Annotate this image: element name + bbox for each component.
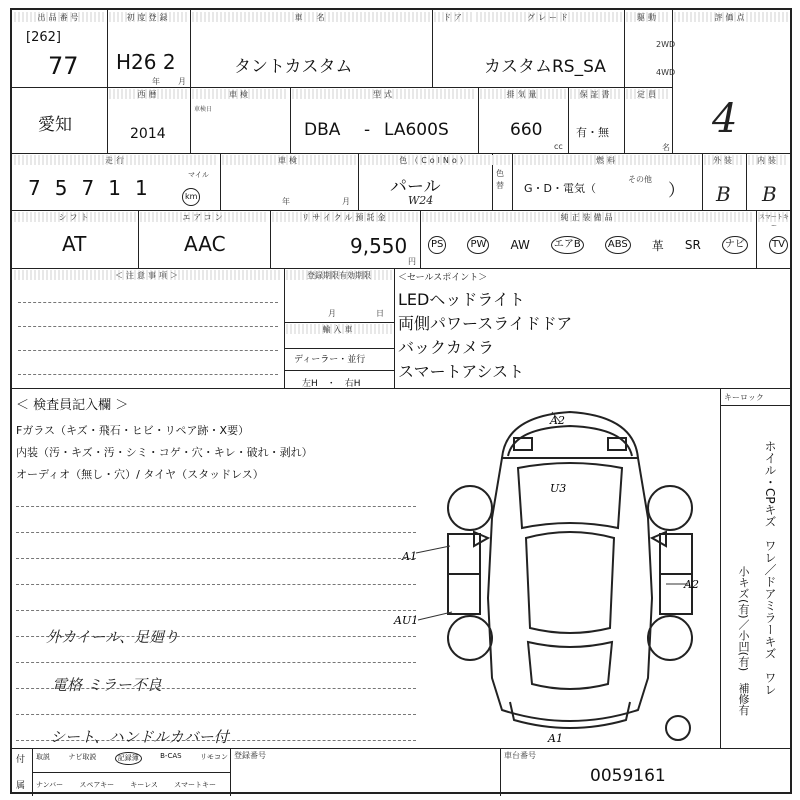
yen-unit: 円 <box>408 257 416 266</box>
inspection-note: 車検日 <box>194 106 213 113</box>
displacement: 660 <box>510 120 543 140</box>
drive-label: 駆動 <box>626 12 670 22</box>
car-name: タントカスタム <box>234 57 353 77</box>
equip-airbag: エアB <box>551 236 584 254</box>
accessory-item: リモコン <box>199 753 228 761</box>
equip-leather: 革 <box>651 238 664 253</box>
shift-label: シフト <box>14 212 136 222</box>
equip-navi: ナビ <box>722 236 748 254</box>
first-registration-label: 初度登録 <box>109 12 188 22</box>
equip-sr: SR <box>684 238 701 252</box>
region: 愛知 <box>38 115 72 135</box>
recycle-value: 9,550 <box>350 234 408 258</box>
handle-option: 左H ・ 右H <box>302 379 361 389</box>
side-small-note: 小キズ(有) <box>737 566 750 619</box>
mileage-digit: 7 <box>28 176 55 200</box>
interior-label: 内装 <box>748 155 788 165</box>
type-dash: - <box>364 120 371 140</box>
car-diagram <box>394 398 718 745</box>
type-model: LA600S <box>384 120 449 140</box>
handwritten-note-1: 外カイール、足廻り <box>46 628 180 646</box>
mileage-digit: 1 <box>108 176 135 200</box>
inspector-title: ＜ 検査員記入欄 ＞ <box>16 398 129 413</box>
lot-number: 77 <box>48 52 79 80</box>
ac-value: AAC <box>184 232 226 256</box>
fuel-value: G・D・電気（ <box>524 182 596 195</box>
equip-abs: ABS <box>605 236 631 254</box>
accessory-item: スペアキー <box>79 781 115 789</box>
recycle-label: リサイクル預託金 <box>272 212 418 222</box>
reg-expiry-label: 登録期限有効期限 <box>286 270 392 280</box>
smartkey-label: スマートキー <box>759 214 789 230</box>
accessory-item: 取説 <box>36 753 50 761</box>
chassis-number: 0059161 <box>590 766 666 786</box>
drive-4wd: 4WD <box>656 68 676 77</box>
footer-row-label-top: 付 <box>16 755 26 765</box>
year: 2014 <box>130 126 166 142</box>
displacement-label: 排気量 <box>480 89 566 99</box>
accessory-item: B-CAS <box>160 752 182 760</box>
year-label: 西暦 <box>109 89 188 99</box>
damage-mark: A1 <box>548 732 563 745</box>
equip-tv: TV <box>769 236 788 254</box>
accessory-list-top <box>36 752 228 765</box>
equip-ps: PS <box>428 236 446 254</box>
inspector-line: 内装（汚・キズ・汚・シミ・コゲ・穴・キレ・破れ・剥れ） <box>16 446 313 459</box>
accessory-item: スマートキー <box>174 781 216 789</box>
fuel-other: その他 <box>628 175 652 184</box>
color-change-label: 色替 <box>496 169 504 190</box>
inspector-line: Fガラス（キズ・飛石・ヒビ・リペア跡・X要） <box>16 424 250 437</box>
auction-sheet <box>10 8 792 794</box>
nen-unit: 年 <box>152 77 160 86</box>
chassis-label: 車台番号 <box>504 751 536 760</box>
color-label: 色（ColNo） <box>360 155 510 165</box>
sales-point: LEDヘッドライト <box>398 290 525 309</box>
color-value: パール <box>390 177 441 197</box>
accessory-list-bottom <box>36 780 216 790</box>
inspection-label: 車検 <box>192 89 288 99</box>
notes-label: ＜注意事項＞ <box>14 270 282 280</box>
capacity-label: 定員 <box>626 89 670 99</box>
damage-mark: A2 <box>550 414 565 427</box>
side-small-note: 小凹(有) <box>737 629 750 672</box>
car-name-label: 車 名 <box>192 12 430 22</box>
damage-mark: A1 <box>402 550 417 563</box>
mileage-digit: 1 <box>134 176 162 200</box>
equipment-list <box>428 236 788 254</box>
mileage-digit: 5 <box>54 176 82 200</box>
equip-aw: AW <box>510 238 530 252</box>
equip-label: 純正装備品 <box>422 212 754 222</box>
lot-number-label: 出品番号 <box>14 12 105 22</box>
score-label: 評価点 <box>674 12 788 22</box>
handwritten-note-2: 電格 ミラー不良 <box>52 676 162 694</box>
sales-label: ＜セールスポイント＞ <box>398 273 488 283</box>
mile-unit: マイル <box>188 171 209 179</box>
sales-point: バックカメラ <box>398 338 495 357</box>
shift-value: AT <box>62 232 87 256</box>
equip-pw: PW <box>467 236 489 254</box>
inspector-checklist <box>16 420 313 486</box>
mileage-digits <box>28 176 162 200</box>
shaken-label: 車検 <box>222 155 356 165</box>
carlock-label: キーロック <box>724 393 764 402</box>
sales-point: 両側パワースライドドア <box>398 314 573 333</box>
expiry-month: 月 <box>328 309 336 318</box>
damage-mark: U3 <box>550 482 567 495</box>
color-number: W24 <box>408 194 434 207</box>
footer-row-label-bottom: 属 <box>16 781 26 791</box>
ac-label: エアコン <box>140 212 268 222</box>
type-code: DBA <box>304 120 341 140</box>
sales-points <box>398 288 572 384</box>
interior-grade: B <box>762 182 777 206</box>
exterior-grade: B <box>716 182 731 206</box>
dealer-option: ディーラー・並行 <box>294 355 366 365</box>
shaken-tsuki: 月 <box>342 197 350 206</box>
accessory-item: 記録簿 <box>115 752 142 765</box>
mileage-label: 走行 <box>14 155 218 165</box>
accessory-item: キーレス <box>130 781 158 789</box>
grade-value: カスタムRS_SA <box>484 57 606 77</box>
accessory-item: ナビ取説 <box>68 753 97 761</box>
first-registration-value: H26 2 <box>116 50 176 74</box>
expiry-day: 日 <box>376 309 384 318</box>
tsuki-unit: 月 <box>178 77 186 86</box>
shaken-nen: 年 <box>282 197 290 206</box>
side-damage-text: ホイル・CPキズ ワレ／ドアミラーキズ ワレ <box>763 440 777 696</box>
exterior-label: 外装 <box>704 155 744 165</box>
grade-label: グレード <box>476 12 622 22</box>
drive-2wd: 2WD <box>656 40 676 49</box>
score-value: 4 <box>712 96 738 142</box>
fuel-close: ） <box>668 181 685 201</box>
registration-number-label: 登録番号 <box>234 751 266 760</box>
accessory-item: ナンバー <box>36 781 64 789</box>
side-small-note: 補修有 <box>737 682 750 716</box>
side-small-notes: 小キズ(有)／小凹(有) 補修有 <box>737 566 750 716</box>
warranty-label: 保証書 <box>570 89 622 99</box>
handwritten-note-3: シート、ハンドルカバー付 <box>50 728 229 746</box>
warranty-value: 有・無 <box>576 126 609 139</box>
mileage-digit: 7 <box>81 176 109 200</box>
cc-unit: cc <box>554 142 563 151</box>
damage-mark: AU1 <box>394 614 419 627</box>
mei-unit: 名 <box>662 143 670 152</box>
lot-bracket: [262] <box>26 30 61 45</box>
inspector-line: オーディオ（無し・穴）/ タイヤ（スタッドレス） <box>16 468 264 481</box>
km-unit: km <box>182 188 200 206</box>
fuel-label: 燃料 <box>514 155 700 165</box>
damage-mark: A2 <box>684 578 699 591</box>
import-label: 輸入車 <box>286 324 392 334</box>
sales-point: スマートアシスト <box>398 362 525 381</box>
type-label: 型式 <box>292 89 476 99</box>
door-label: ドア <box>434 12 474 22</box>
